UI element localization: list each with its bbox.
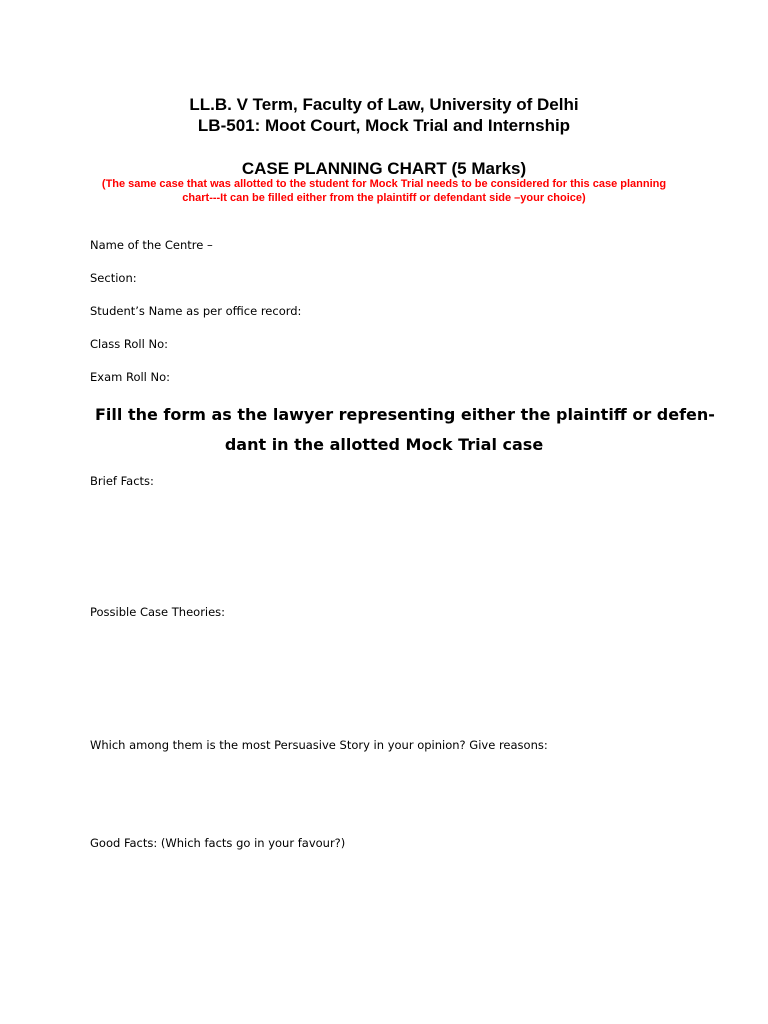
- class-roll-label: Class Roll No:: [90, 337, 168, 351]
- centre-name-label: Name of the Centre –: [90, 238, 213, 252]
- instruction-note: [88, 178, 680, 205]
- chart-title: CASE PLANNING CHART (5 Marks): [241, 159, 527, 178]
- form-instruction-line-1: Fill the form as the lawyer representing either the plaintiff or defen-: [95, 405, 715, 424]
- instruction-note-line-1: (The same case that was allotted to the student for Mock Trial needs to be considered for this case planning: [101, 178, 667, 190]
- brief-facts-label: Brief Facts:: [90, 474, 154, 488]
- instruction-note-line-2: chart---It can be filled either from the plaintiff or defendant side –your choice): [182, 191, 586, 204]
- document-title-line-1: LL.B. V Term, Faculty of Law, University of Delhi: [189, 95, 579, 114]
- section-label: Section:: [90, 271, 137, 285]
- document-title-line-2: LB-501: Moot Court, Mock Trial and Internship: [197, 116, 571, 135]
- exam-roll-label: Exam Roll No:: [90, 370, 171, 384]
- case-theories-label: Possible Case Theories:: [90, 605, 226, 619]
- student-name-label: Student’s Name as per office record:: [90, 304, 302, 318]
- persuasive-story-label: Which among them is the most Persuasive Story in your opinion? Give reasons:: [90, 738, 548, 752]
- form-instruction-line-2: dant in the allotted Mock Trial case: [224, 435, 544, 454]
- good-facts-label: Good Facts: (Which facts go in your favour?): [90, 836, 346, 850]
